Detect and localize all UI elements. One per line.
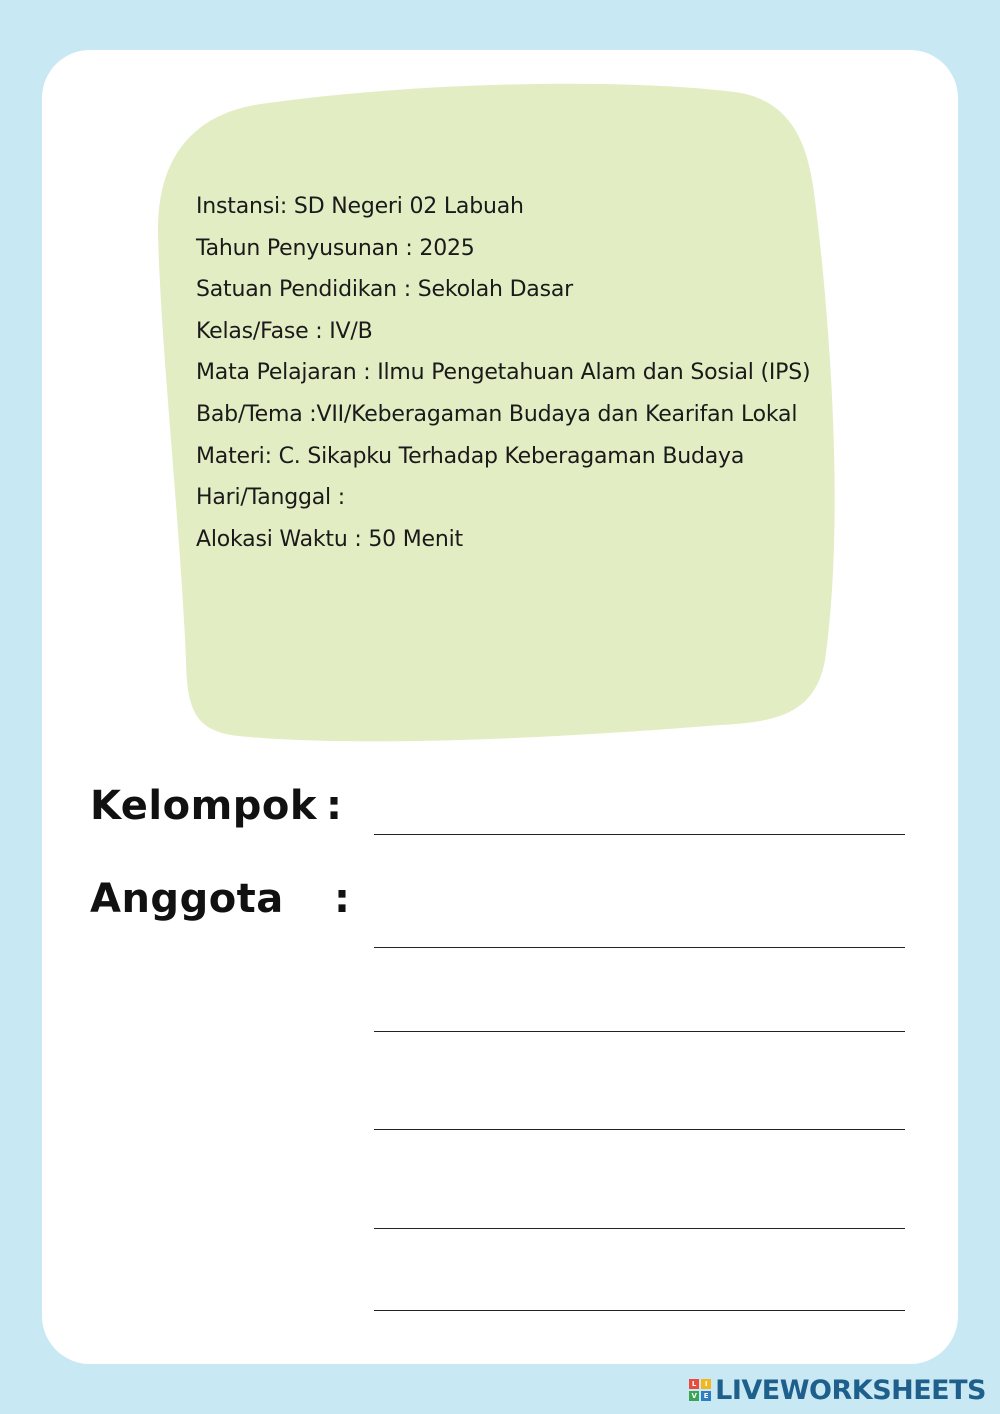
info-materi: Materi: C. Sikapku Terhadap Keberagaman Budaya <box>196 443 745 469</box>
anggota-answer-line-4[interactable] <box>374 1228 905 1229</box>
info-hari-tanggal: Hari/Tanggal : <box>196 485 345 511</box>
info-instansi: Instansi: SD Negeri 02 Labuah <box>196 194 524 219</box>
anggota-answer-line-5[interactable] <box>374 1310 905 1311</box>
info-bab-tema: Bab/Tema :VII/Keberagaman Budaya dan Kearifan Lokal <box>196 401 798 427</box>
info-satuan-pendidikan: Satuan Pendidikan : Sekolah Dasar <box>196 277 573 303</box>
worksheet-info-list <box>196 186 836 560</box>
liveworksheets-logo-icon: L I V E <box>689 1379 711 1401</box>
anggota-answer-line-2[interactable] <box>374 1031 905 1032</box>
info-mata-pelajaran: Mata Pelajaran : Ilmu Pengetahuan Alam dan Sosial (IPS) <box>196 360 811 386</box>
kelompok-label: Kelompok <box>90 783 318 829</box>
info-tahun-penyusunan: Tahun Penyusunan : 2025 <box>196 235 475 261</box>
anggota-label: Anggota <box>90 876 284 922</box>
kelompok-colon: : <box>326 783 342 829</box>
anggota-colon: : <box>334 876 350 922</box>
anggota-answer-line-1[interactable] <box>374 947 905 948</box>
kelompok-answer-line[interactable] <box>374 834 905 835</box>
info-alokasi-waktu: Alokasi Waktu : 50 Menit <box>196 526 463 552</box>
anggota-answer-line-3[interactable] <box>374 1129 905 1130</box>
liveworksheets-brand <box>689 1374 986 1406</box>
info-kelas-fase: Kelas/Fase : IV/B <box>196 318 373 344</box>
liveworksheets-wordmark: LIVEWORKSHEETS <box>715 1374 986 1406</box>
